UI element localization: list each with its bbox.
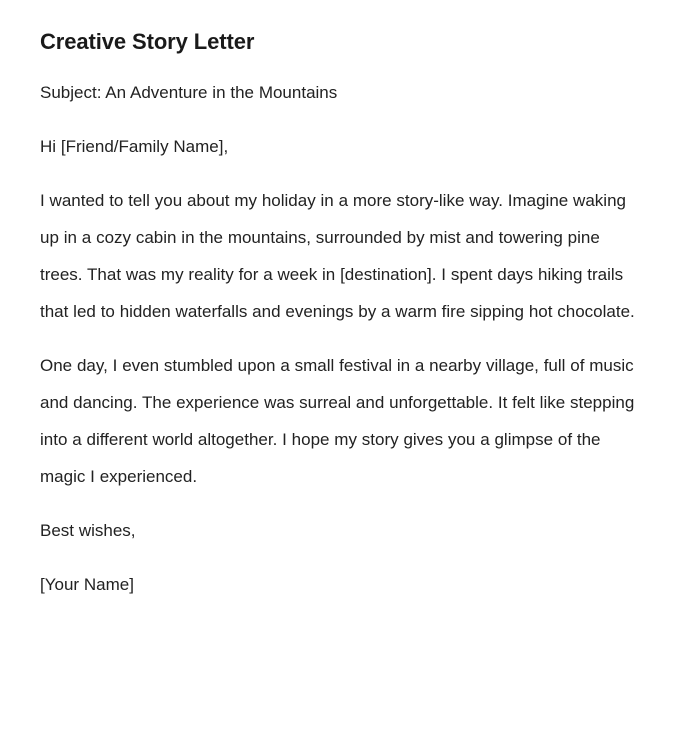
signature: [Your Name] (40, 575, 134, 594)
closing: Best wishes, (40, 521, 136, 540)
letter-body (40, 74, 637, 603)
salutation: Hi [Friend/Family Name], (40, 137, 229, 156)
body-paragraph-2: One day, I even stumbled upon a small festival in a nearby village, full of music and dancing. The experience was surreal and unforgettable. It felt like stepping into a different world altogether. I hope my story gives you a glimpse of the magic I experienced. (40, 356, 635, 486)
page-title: Creative Story Letter (40, 29, 255, 54)
subject-line: Subject: An Adventure in the Mountains (40, 83, 338, 102)
body-paragraph-1: I wanted to tell you about my holiday in a more story-like way. Imagine waking up in a cozy cabin in the mountains, surrounded by mist and towering pine trees. That was my reality for a week in [destination]. I spent days hiking trails that led to hidden waterfalls and evenings by a warm fire sipping hot chocolate. (40, 191, 635, 321)
